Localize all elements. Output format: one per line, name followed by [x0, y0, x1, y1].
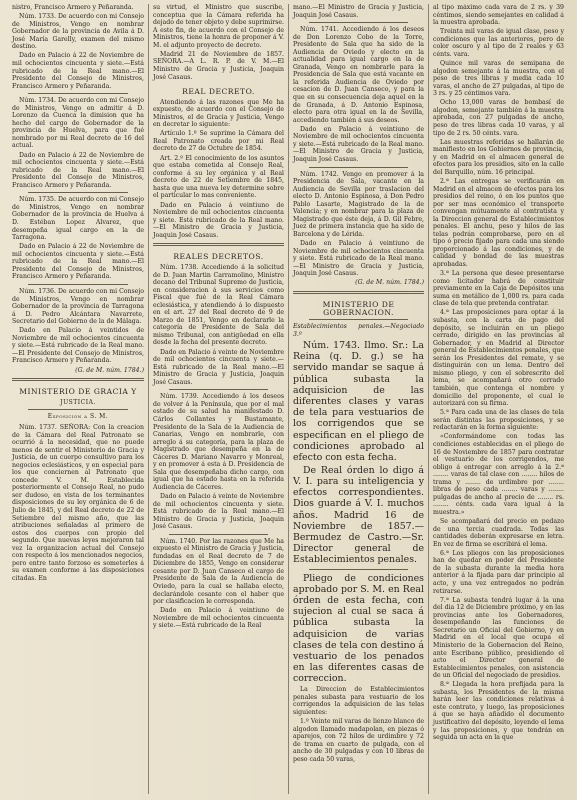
- article-paragraph: Las muestras referidas se hallarán de manifiesto en los Gobiernos de provincia, y en Madrid en el almacen general de efectos para los presidios, sito en la calle del Barquillo, núm. 16 principal.: [433, 138, 564, 176]
- column-1: [8, 4, 148, 794]
- article-paragraph: Núm. 1742. Vengo en promover á la Presidencia de Sala, vacante en la Audiencia de Sevilla por traslacion del electo D. Antonio Espinosa, á Don Pedro Pablo Lasarte, Magistrado de la de Valencia; y en nombrar para la plaza de Magistrado que éste deja, á D. Gil Febre, Juez de primera instancia que ha sido de Barcelona y de Lérida.: [293, 170, 424, 238]
- article-paragraph: Dado en Palacio á 22 de Noviembre de mil ochocientos cincuenta y siete.—Está rubricado de la Real mano.—El Presidente del Consejo de Ministros, Francisco Armero y Peñaranda.: [12, 151, 144, 189]
- column-rule: [153, 243, 284, 246]
- article-paragraph: Núm. 1743. Ilmo. Sr.: La Reina (q. D. g.) se ha servido mandar se saque á pública subasta la adquisicion de las diferentes clases y varas de tela para vestuarios de los corrigendos que se especifican en el pliego de condiciones aprobado al efecto con esta fecha.: [293, 339, 424, 463]
- article-paragraph: 5.ª Para cada una de las clases de tela serán distintas las proposiciones, y se redactarán en la forma siguiente:: [433, 409, 564, 432]
- article-paragraph: Núm. 1737. SEÑORA: Con la creacion de la Cámara del Real Patronato se ocurrió á la necesidad, que no puede menos de sentir el Ministerio de Gracia y Justicia, de un cuerpo consultivo para los negocios eclesiásticos, y en especial para los que conciernen al Patronato que concede V. M. Establecida posteriormente el Consejo Real, no pudo ser dudoso, en vista de los terminantes disposiciones de su ley orgánica de 6 de Julio de 1845, y del Real decreto de 22 de Setiembre del mismo año, que las atribuciones señaladas al primero de estos dos cuerpos con propio del segundo. Que nuevas leyes mejoraron tal vez la organizacion actual del Consejo con respecto á los mencionados negocios, pero entre tanto forzoso es someterles á su examen conforme á las disposiciones citadas. En: [12, 424, 144, 582]
- article-paragraph: La Direccion de Establecimientos penales subasta para vestuario de los corrigendos la adquisicion de las telas siguientes:: [293, 686, 424, 716]
- article-paragraph: Dado en Palacio á veinte de Noviembre de mil ochocientos cincuenta y siete. Está rubricado de la Real mano.—El Ministro de Gracia y Justicia, Joaquin José Casaus.: [153, 493, 284, 531]
- article-paragraph: Núm. 1739. Accediendo á los deseos de volver á la Península, que por el mal estado de su salud ha manifestado D. Cárlos Collantes y Bustamante, Presidente de la Sala de la Audiencia de Canarias, Vengo en nombrarle, con arreglo á su categoría, para la plaza de Magistrado que desempeña en la de Cáceres D. Mariano Navarro y Monreal, y en promover á esta á D. Presidencia de Sala que desempeñaba dicho cargo, con igual que ha estado hasta en la referida Audiencia de Cáceres.: [153, 393, 284, 491]
- article-paragraph: Artículo 1.º Se suprime la Cámara del Real Patronato creada por mi Real decreto de 27 de Octubre de 1854.: [153, 130, 284, 153]
- article-paragraph: Quince mil varas de semipana de algodon semejante á la muestra, con el peso de tres libras y media cada 10 varas, el ancho de 27 pulgadas, al tipo de 3 rs. y 25 céntimos vara.: [433, 60, 564, 98]
- article-paragraph: Núm. 1735. De acuerdo con mi Consejo de Ministros, Vengo en nombrar Gobernador de la provincia de Huelva á D. Estéban Lopez Alvarez, que desempeña igual cargo en la de Tarragona.: [12, 196, 144, 242]
- article-paragraph: Madrid 21 de Noviembre de 1857. SEÑORA.—A L. R. P. de V. M.—El Ministro de Gracia y Justicia, Joaquin José Casaus.: [153, 50, 284, 81]
- column-3: [288, 4, 428, 794]
- column-rule: [28, 284, 128, 285]
- article-paragraph: Dado en Palacio á veinte de Noviembre de mil ochocientos cincuenta y siete.—Está rubricado de la Real mano.—El Ministro de Gracia y Justicia, Joaquin José Casaus.: [153, 348, 284, 386]
- section-heading: MINISTERIO DE GOBERNACION.: [322, 300, 395, 317]
- article-paragraph: Dado en Palacio á veintiuno de Noviembre de mil ochocientos cincuenta y siete.—Está rubricado de la Real mano.—El Ministro de Gracia y Justicia, Joaquin José Casaus.: [293, 125, 424, 163]
- article-paragraph: Dado en Palacio á 22 de Noviembre de mil ochocientos cincuenta y siete.—Está rubricado de la Real mano.—El Presidente del Consejo de Ministros, Francisco Armero y Peñaranda.: [12, 52, 144, 90]
- article-paragraph: Art. 2.º El conocimiento de los asuntos que estaba cometida al Consejo Real, conforme á su ley orgánica y al Real decreto de 22 de Setiembre de 1845, hasta que una nueva ley determine sobre el particular lo mas conveniente.: [153, 154, 284, 200]
- article-paragraph: «Conformándome con todas las condiciones establecidas en el pliego de 16 de Noviembre de 1857 para contratar el vestuario de los corrigendos, me obligo á entregar con arreglo á la 2.ª ........ varas de tal clase con ........ hilos de trama y ........ de urdimbre por ........ libras de peso cada ........ varas y ........ pulgadas de ancho al precio de ........ rs. ........ cénts. cada vara igual á la muestra.»: [433, 433, 564, 516]
- article-paragraph: Núm. 1733. De acuerdo con mi Consejo de Ministros, Vengo en nombrar Gobernador de la provincia de Avila á D. José María Garelly, examen del mismo destino.: [12, 13, 144, 51]
- column-rule: [309, 319, 408, 320]
- article-paragraph: Establecimientos penales.—Negociado 3.º: [293, 323, 424, 338]
- column-rule: [293, 291, 424, 294]
- article-paragraph: Núm. 1740. Por las razones que Me ha expuesto el Ministro de Gracia y Justicia, fundadas en el Real decreto de 7 de Diciembre de 1855, Vengo en considerar cesante por D. Juan Canseco el cargo de Presidente de Sala de la Audiencia de Oviedo, para la cual se hallaba electo, declarándole cesante con el haber que por clasificacion le corresponda.: [153, 537, 284, 606]
- article-paragraph: 1.º Veinte mil varas de lienzo blanco de algodon llamado madapolan, en piezas ó aparejos, con 72 hilos de urdimbre y 72 de trama en cuarto de pulgada, con el ancho de 30 pulgadas y con 10 libras de peso cada 50 varas,: [293, 717, 424, 763]
- article-paragraph: al tipo máximo cada vara de 2 rs. y 39 céntimos, siendo semejantes en calidad á la muestra aprobada.: [433, 4, 564, 27]
- article-paragraph: Núm. 1736. De acuerdo con mi Consejo de Ministros, Vengo en nombrar Gobernador de la provincia de Tarragona á D. Pedro Alcántara Navarrete, Secretario del Gobierno de la de Málaga.: [12, 287, 144, 326]
- article-paragraph: 3.ª La persona que desee presentarse como licitador habrá de constituir previamente en la Caja de Depósitos una suma en metálico de 1,000 rs. para cada clase de tela que pretenda contratar.: [433, 270, 564, 308]
- section-heading: REALES DECRETOS.: [173, 252, 264, 262]
- article-paragraph: Se acompañará del precio en pedazo de una tercia cuadrada. Todas las cantidades deberán expresarse en letra. En vez de firma se escribirá el lema.: [433, 518, 564, 548]
- column-rule: [309, 569, 408, 570]
- article-paragraph: 2.ª Las entregas se verificarán en Madrid en el almacen de efectos para los presidios del reino, ó en los puntos que por ser mas económico el transporte convengan mútuamente al contratista y la Direccion general de Establecimientos penales. El anchu, peso y hilos de las telas podrán comprobarse, pero en el tipo ó precio fijado para cada una siendo proporcionado á las condiciones, y de calidad y bondad de las muestras aprobadas.: [433, 178, 564, 269]
- column-rule: [28, 192, 128, 193]
- article-paragraph: Núm. 1741. Accediendo á los deseos de Don Lorenzo Cobo de la Torre, Presidente de Sala que ha sido de la Audiencia de Oviedo y electo en la actualidad para igual cargo en la de Granada, Vengo en nombrarle para la Presidencia de Sala que está vacante en la referida Audiencia de Oviedo por cesacion de D. Juan Canseco, y para la que en su consecuencia deja aquel en la de Granada, á D. Antonio Espinosa, electo para otra igual en la de Sevilla, accediendo también á sus deseos.: [293, 26, 424, 124]
- column-rule: [309, 22, 408, 23]
- article-paragraph: De Real órden lo digo á V. I. para su inteligencia y efectos correspondientes. Dios guarde á V. I. muchos años. Madrid 16 de Noviembre de 1857.—Bermudez de Castro.—Sr. Director general de Establecimientos penales.: [293, 464, 424, 566]
- section-heading: REAL DECRETO.: [182, 87, 255, 97]
- article-paragraph: 8.ª Llegada la hora prefijada para la subasta, los Presidentes de la misma harán leer las condiciones relativas á este contrato, y luego, las proposiciones á que se haya añadido el documento justificativo del depósito, leyendo el lema y las proposiciones, y que tendrán en seguida un acta en la que: [433, 681, 564, 742]
- column-rule: [12, 378, 144, 381]
- article-paragraph: Núm. 1734. De acuerdo con mi Consejo de Ministros, Vengo en admitir á D. Lorenzo da Cuenca la dimision que ha hecho del cargo de Gobernador de la provincia de Huelva, para que fué nombrado por mi Real decreto de 16 del actual.: [12, 97, 144, 150]
- article-paragraph: Dado en Palacio á veintiuno de Noviembre de mil ochocientos cincuenta y siete. Está rubricado de la Real mano.—El Ministro de Gracia y Justicia, Joaquin José Casaus.: [153, 201, 284, 239]
- gazette-reference: (G. de M. núm. 1784.): [75, 366, 144, 374]
- article-paragraph: Núm. 1738. Accediendo á la solicitud de D. Juan Martin Carramolino, Ministro decano del Tribunal Supremo de Justicia, en consideracion á sus servicios como Fiscal que fué de la Real Cámara eclesiástica, y atendiendo á lo dispuesto en el art. 27 del Real decreto de 9 de Marzo de 1851, Vengo en declararle la categoría de Presidente de Sala del mismo Tribunal, con antigüedad en ella desde la fecha del presente decreto.: [153, 263, 284, 347]
- column-4: [428, 4, 568, 794]
- section-subheading: Exposicion a S. M.: [47, 413, 109, 421]
- section-heading: MINISTERIO DE GRACIA Y: [19, 387, 137, 397]
- column-2: [148, 4, 288, 794]
- column-rule: [28, 93, 128, 94]
- article-paragraph: 6.ª Los pliegos con las proposiciones han de quedar en poder del Presidente de la subasta durante la media hora anterior á la fijada para dar principio al acto, y una vez entregados no podrán retirarse.: [433, 549, 564, 595]
- section-subheading: JUSTICIA.: [60, 398, 96, 406]
- article-paragraph: Dado en Palacio á veintidos de Noviembre de mil ochocientos cincuenta y siete.—Está rubricado de la Real mano.—El Presidente del Consejo de Ministros, Francisco Armero y Peñaranda.: [12, 327, 144, 365]
- article-paragraph: mano.—El Ministro de Gracia y Justicia, Joaquin José Casaus.: [293, 4, 424, 19]
- column-rule: [309, 167, 408, 168]
- article-paragraph: Ocho 13,000 varas de bombasí de algodon, semejante también á la muestra aprobada, con 27 pulgadas de ancho, peso de tres libras cada 10 varas, y al tipo de 2 rs. 50 cénts. vara.: [433, 99, 564, 137]
- article-paragraph: Dado en Palacio á veintiuno de Noviembre de mil ochocientos cincuenta y siete.—Está rubricado de la Real: [153, 607, 284, 630]
- article-paragraph: su virtud, el Ministro que suscribe, conceptua que la Cámara referida ha dejado de tener objeto y debe suprimirse. A este fin, de acuerdo con el Consejo de Ministros, tiene la honra de proponer á V. M. el adjunto proyecto de decreto.: [153, 4, 284, 49]
- article-paragraph: nistro, Francisco Armero y Peñaranda.: [12, 4, 134, 11]
- column-rule: [169, 389, 268, 390]
- article-paragraph: 4.ª Las proposiciones para optar á la subasta, con la carta de pago del depósito, se incluirán en un pliego cerrado, dirigido en las provincias al Gobernador, y en Madrid al Director general de Establecimientos penales, que serán los Presidentes del remate, y se distinguirán con un lema. Dentro del mismo pliego, y con el sobrescrito del lema, se acompañará otro cerrado también, que contenga el nombre y domicilio del proponente, el cual le autorizará con su firma.: [433, 309, 564, 408]
- column-rule: [28, 409, 128, 410]
- article-paragraph: Atendiendo á las razones que Me ha expuesto, de acuerdo con el Consejo de Ministros, el de Gracia y Justicia, Vengo en decretar lo siguiente:: [153, 98, 284, 129]
- gazette-reference: (G. de M. núm. 1784.): [355, 279, 424, 287]
- column-rule: [169, 534, 268, 535]
- article-paragraph: Pliego de condiciones aprobado por S. M. en Real órden de esta fecha, con sujecion al cual se saca á pública subasta la adquisicion de varias clases de tela con destino á vestuario de los penados en las diferentes casas de correccion.: [293, 572, 424, 685]
- article-paragraph: Dado en Palacio á 22 de Noviembre de mil ochocientos cincuenta y siete.—Está rubricado de la Real mano.—El Presidente del Consejo de Ministros, Francisco Armero y Peñaranda.: [12, 243, 144, 281]
- article-paragraph: 7.ª La subasta tendrá lugar á la una del dia 12 de Diciembre próximo, y en las provincias ante los Gobernadores, desempeñando las funciones de Secretario un Oficial del Gobierno, y en Madrid en el local que ocupa el Ministerio de la Gobernacion del Reino, ante Escribano público, presidiendo el acto el Director general de Establecimientos penales, con asistencia de un Oficial del negociado de presidios.: [433, 596, 564, 680]
- article-paragraph: Dado en Palacio á veintiuno de Noviembre de mil ochocientos cincuenta y siete. Está rubricado de la Real mano.—El Ministro de Gracia y Justicia, Joaquin José Casaus.: [293, 240, 424, 278]
- article-paragraph: Treinta mil varas de igual clase, peso y condiciones que las anteriores, pero de color oscuro y al tipo de 2 reales y 63 cénts. vara.: [433, 28, 564, 58]
